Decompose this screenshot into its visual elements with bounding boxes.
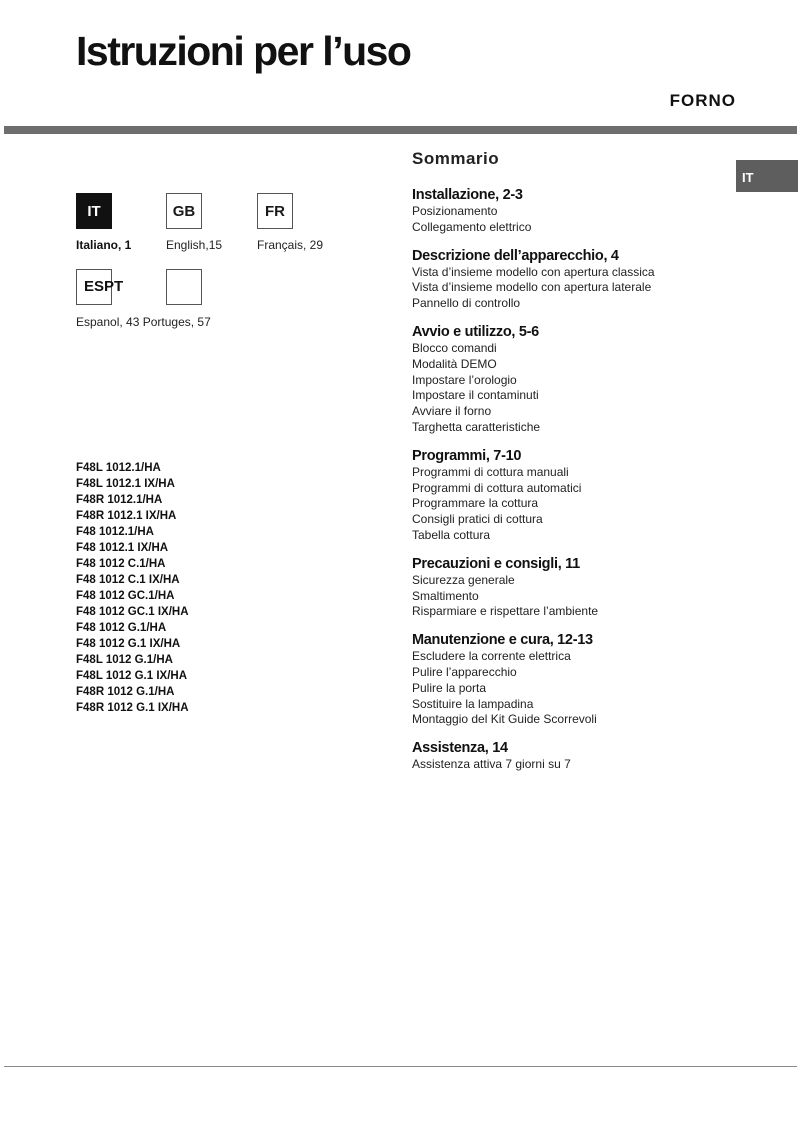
model-item: F48L 1012 G.1 IX/HA <box>76 670 188 682</box>
toc-item-list <box>412 649 742 728</box>
toc-section-title[interactable]: Precauzioni e consigli, 11 <box>412 555 580 572</box>
toc-item[interactable]: Collegamento elettrico <box>412 219 532 234</box>
toc-section-title[interactable]: Manutenzione e cura, 12-13 <box>412 632 593 649</box>
model-item: F48R 1012 G.1/HA <box>76 686 175 698</box>
toc-item[interactable]: Sicurezza generale <box>412 572 515 587</box>
toc-item[interactable]: Blocco comandi <box>412 340 497 355</box>
model-item: F48R 1012.1 IX/HA <box>76 510 177 522</box>
product-type: FORNO <box>669 91 736 110</box>
toc-section-title[interactable]: Programmi, 7-10 <box>412 447 522 464</box>
toc-section <box>412 447 742 544</box>
model-item: F48 1012.1/HA <box>76 526 154 538</box>
toc-item[interactable]: Programmi di cottura automatici <box>412 480 582 495</box>
table-of-contents <box>412 186 742 784</box>
toc-item[interactable]: Targhetta caratteristiche <box>412 419 541 434</box>
toc-item[interactable]: Pulire la porta <box>412 680 487 695</box>
model-item: F48R 1012.1/HA <box>76 494 163 506</box>
toc-item-list <box>412 204 742 236</box>
model-item: F48L 1012.1/HA <box>76 462 161 474</box>
toc-item[interactable]: Impostare il contaminuti <box>412 388 539 403</box>
toc-item[interactable]: Pannello di controllo <box>412 296 521 311</box>
toc-item-list <box>412 573 742 620</box>
model-item: F48L 1012.1 IX/HA <box>76 478 175 490</box>
toc-item[interactable]: Consigli pratici di cottura <box>412 512 543 527</box>
toc-item[interactable]: Assistenza attiva 7 giorni su 7 <box>412 757 571 772</box>
toc-item[interactable]: Escludere la corrente elettrica <box>412 649 571 664</box>
toc-item-list <box>412 265 742 312</box>
toc-item[interactable]: Impostare l’orologio <box>412 372 517 387</box>
top-divider <box>4 126 797 134</box>
model-item: F48R 1012 G.1 IX/HA <box>76 702 189 714</box>
toc-section <box>412 555 742 620</box>
toc-item[interactable]: Montaggio del Kit Guide Scorrevoli <box>412 712 597 727</box>
model-item: F48 1012.1 IX/HA <box>76 542 169 554</box>
toc-item[interactable]: Programmare la cottura <box>412 496 539 511</box>
toc-heading: Sommario <box>412 149 500 168</box>
bottom-divider <box>4 1066 797 1067</box>
page-title: Istruzioni per l’uso <box>76 28 411 74</box>
toc-section <box>412 247 742 312</box>
lang-label-it: Italiano, 1 <box>76 238 132 252</box>
model-item: F48L 1012 G.1/HA <box>76 654 173 666</box>
lang-label-espt: Espanol, 43 Portuges, 57 <box>76 315 211 329</box>
lang-label-fr: Français, 29 <box>257 238 324 252</box>
toc-item-list <box>412 341 742 436</box>
toc-item[interactable]: Pulire l’apparecchio <box>412 664 517 679</box>
toc-item-list <box>412 465 742 544</box>
toc-item[interactable]: Sostituire la lampadina <box>412 696 534 711</box>
model-list <box>76 460 189 716</box>
toc-item[interactable]: Avviare il forno <box>412 404 492 419</box>
toc-section <box>412 186 742 236</box>
toc-section-title[interactable]: Descrizione dell’apparecchio, 4 <box>412 247 619 264</box>
toc-item[interactable]: Tabella cottura <box>412 527 491 542</box>
toc-item[interactable]: Vista d’insieme modello con apertura laterale <box>412 280 652 295</box>
model-item: F48 1012 C.1/HA <box>76 558 166 570</box>
lang-code-espt: ESPT <box>84 278 124 295</box>
model-item: F48 1012 GC.1/HA <box>76 590 175 602</box>
toc-item[interactable]: Modalità DEMO <box>412 356 497 371</box>
lang-box-fr[interactable]: FR <box>257 193 293 229</box>
toc-item[interactable]: Smaltimento <box>412 588 479 603</box>
toc-section <box>412 323 742 436</box>
model-item: F48 1012 G.1 IX/HA <box>76 638 181 650</box>
model-item: F48 1012 G.1/HA <box>76 622 167 634</box>
language-tab: IT <box>736 160 798 192</box>
lang-box-pt[interactable] <box>166 269 202 305</box>
toc-section <box>412 631 742 728</box>
toc-section-title[interactable]: Installazione, 2-3 <box>412 187 523 203</box>
toc-item-list <box>412 757 742 773</box>
model-item: F48 1012 C.1 IX/HA <box>76 574 180 586</box>
toc-section-title[interactable]: Avvio e utilizzo, 5-6 <box>412 323 539 340</box>
lang-label-gb: English,15 <box>166 238 223 252</box>
toc-item[interactable]: Posizionamento <box>412 204 498 218</box>
lang-box-it[interactable]: IT <box>76 193 112 229</box>
toc-item[interactable]: Vista d’insieme modello con apertura classica <box>412 264 655 279</box>
toc-section-title[interactable]: Assistenza, 14 <box>412 740 508 757</box>
toc-item[interactable]: Risparmiare e rispettare l’ambiente <box>412 604 599 619</box>
toc-section <box>412 739 742 773</box>
model-item: F48 1012 GC.1 IX/HA <box>76 606 189 618</box>
lang-box-gb[interactable]: GB <box>166 193 202 229</box>
toc-item[interactable]: Programmi di cottura manuali <box>412 464 569 479</box>
